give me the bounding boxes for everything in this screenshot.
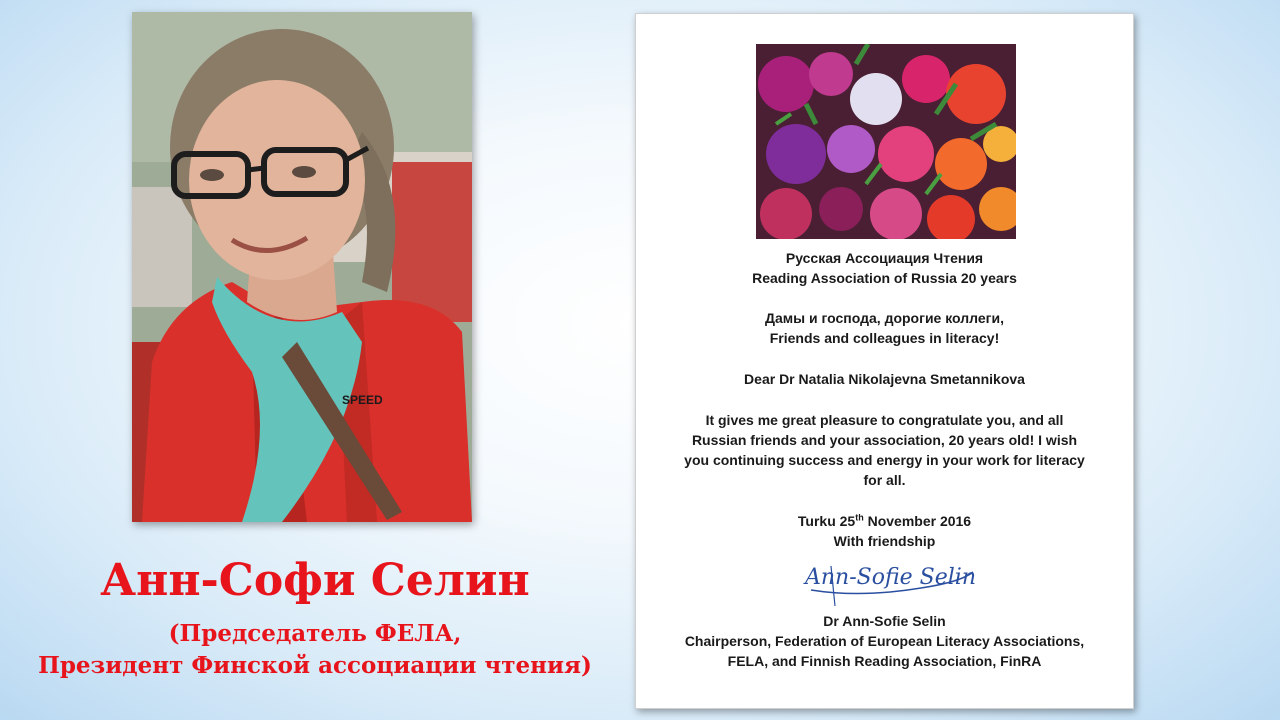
signer-title-line2: FELA, and Finnish Reading Association, FinRA (727, 653, 1042, 669)
body-line: you continuing success and energy in your work for literacy (684, 452, 1085, 468)
flower-bouquet-image (756, 44, 1016, 239)
body-line: It gives me great pleasure to congratulate you, and all (705, 412, 1064, 428)
place-date-suffix: November 2016 (863, 513, 972, 529)
person-role-line2: Президент Финской ассоциации чтения) (38, 652, 592, 679)
place-date (636, 511, 1133, 531)
greeting-ru: Дамы и господа, дорогие коллеги, (765, 310, 1004, 326)
congratulation-letter (635, 13, 1134, 709)
closing: With friendship (833, 533, 936, 549)
heading-ru: Русская Ассоциация Чтения (785, 250, 984, 266)
signer-name: Dr Ann-Sofie Selin (823, 613, 946, 629)
portrait-illustration (132, 12, 472, 522)
place-date-sup: th (855, 512, 864, 523)
body-line: Russian friends and your association, 20 years old! I wish (691, 432, 1078, 448)
person-role-line1: (Председатель ФЕЛА, (168, 620, 462, 647)
heading-en: Reading Association of Russia 20 years (752, 270, 1017, 286)
person-name: Анн-Софи Селин (100, 555, 530, 606)
jacket-text: SPEED (342, 393, 383, 407)
addressee: Dear Dr Natalia Nikolajevna Smetannikova (744, 371, 1025, 387)
signature-text: Ann-Sofie Selin (805, 565, 976, 590)
portrait-photo (132, 12, 472, 522)
signature (801, 554, 981, 608)
body-line: for all. (863, 472, 906, 488)
greeting-en: Friends and colleagues in literacy! (769, 330, 1000, 346)
place-date-prefix: Turku 25 (797, 513, 856, 529)
signer-title-line1: Chairperson, Federation of European Literacy Associations, (684, 633, 1085, 649)
